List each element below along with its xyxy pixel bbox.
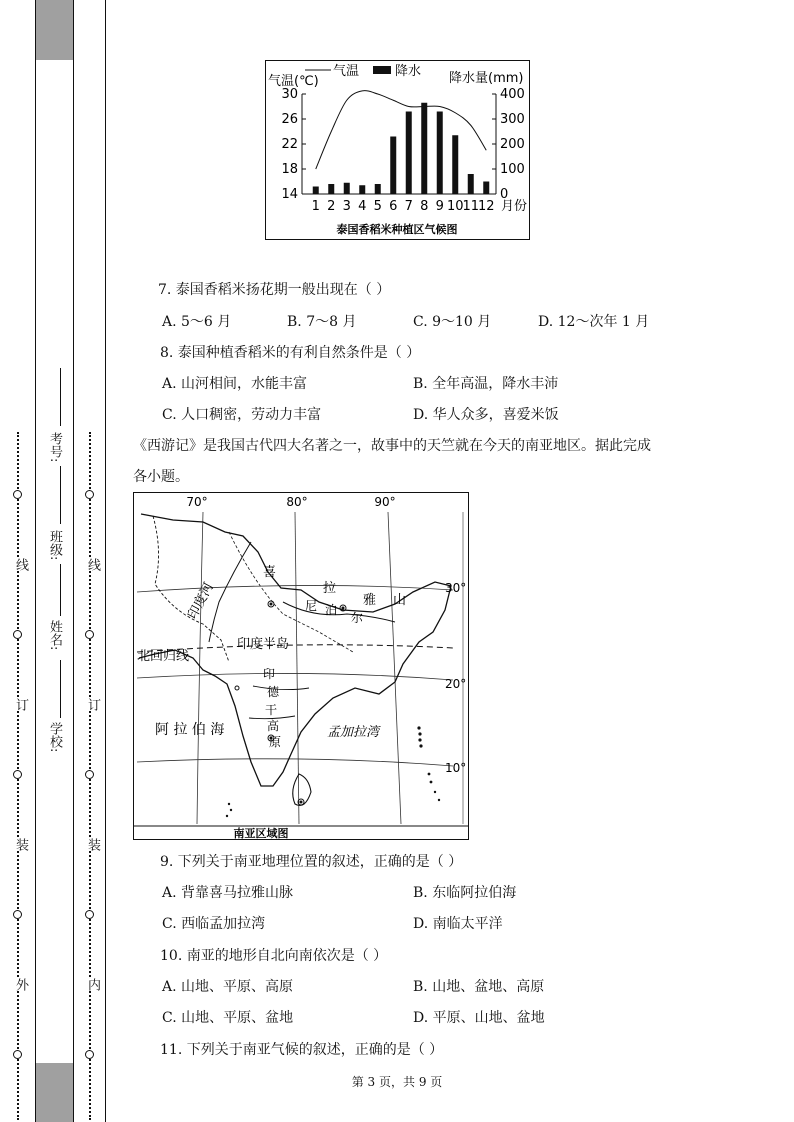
exam-id-blank[interactable]	[60, 368, 61, 426]
label-po: 泊	[325, 603, 338, 617]
q8-option-d[interactable]: D. 华人众多，喜爱米饭	[413, 407, 559, 423]
month-label: 1	[311, 199, 320, 214]
page-footer: 第 3 页，共 9 页	[351, 1075, 443, 1089]
q7-option-c[interactable]: C. 9～10 月	[413, 314, 492, 330]
outer-char-wai: 外	[13, 978, 28, 991]
right-tick-label: 0	[500, 187, 509, 202]
question-10-stem: 10. 南亚的地形自北向南依次是（ ）	[160, 948, 388, 964]
inner-circle	[85, 630, 94, 639]
left-tick-label: 14	[281, 187, 298, 202]
label-xi: 喜	[263, 565, 277, 580]
lat-label-10: 10°	[445, 761, 467, 775]
intro-line-2: 各小题。	[133, 469, 189, 485]
rain-bar	[406, 112, 412, 195]
label-indus: 印度河	[185, 580, 217, 622]
month-label: 3	[342, 199, 351, 214]
school-blank[interactable]	[60, 660, 61, 718]
q10-option-d[interactable]: D. 平原、山地、盆地	[413, 1010, 545, 1026]
question-8-stem: 8. 泰国种植香稻米的有利自然条件是（ ）	[160, 345, 421, 361]
q8-option-b[interactable]: B. 全年高温，降水丰沛	[413, 376, 559, 392]
name-label: 姓名:	[47, 620, 62, 651]
month-label: 12	[477, 199, 495, 214]
lat-label-30: 30°	[445, 581, 467, 595]
label-arabian-sea: 阿 拉 伯 海	[155, 722, 225, 738]
q7-option-b[interactable]: B. 7～8 月	[287, 314, 357, 330]
rain-bar	[483, 182, 489, 195]
label-peninsula: 印度半岛	[237, 637, 290, 652]
label-bay-of-bengal: 孟加拉湾	[327, 725, 380, 740]
label-deccan-1: 印	[263, 667, 276, 681]
lon-label-90: 90°	[374, 495, 396, 509]
map-caption-bar	[134, 826, 469, 840]
q7-option-d[interactable]: D. 12～次年 1 月	[538, 314, 650, 330]
margin-line-1	[35, 0, 36, 1122]
legend-temp-label: 气温	[333, 64, 360, 79]
q9-option-d[interactable]: D. 南临太平洋	[413, 916, 503, 932]
outer-circle	[13, 910, 22, 919]
inner-char-xian: 线	[85, 558, 100, 571]
map-caption: 南亚区域图	[233, 827, 289, 840]
outer-circle	[13, 630, 22, 639]
q10-option-a[interactable]: A. 山地、平原、高原	[162, 979, 294, 995]
margin-gray-top	[35, 0, 73, 60]
right-axis-label: 降水量(mm)	[449, 71, 524, 86]
label-er: 尔	[351, 611, 364, 625]
q10-option-c[interactable]: C. 山地、平原、盆地	[162, 1010, 294, 1026]
inner-circle	[85, 910, 94, 919]
right-tick-label: 400	[500, 87, 525, 102]
legend-rain-swatch	[373, 66, 391, 74]
q8-option-c[interactable]: C. 人口稠密，劳动力丰富	[162, 407, 322, 423]
inner-circle	[85, 490, 94, 499]
month-label: 7	[404, 199, 413, 214]
question-7-stem: 7. 泰国香稻米扬花期一般出现在（ ）	[158, 282, 391, 298]
question-9-stem: 9. 下列关于南亚地理位置的叙述，正确的是（ ）	[160, 854, 463, 870]
margin-gray-bottom	[35, 1063, 73, 1122]
name-blank[interactable]	[60, 564, 61, 616]
month-label: 4	[358, 199, 367, 214]
chart-caption: 泰国香稻米种植区气候图	[336, 223, 458, 236]
outer-char-zhuang: 装	[13, 838, 28, 851]
rain-bar	[328, 184, 334, 194]
label-shan: 山	[393, 593, 407, 608]
q9-option-a[interactable]: A. 背靠喜马拉雅山脉	[162, 885, 294, 901]
rain-bar	[468, 174, 474, 194]
rain-bar	[375, 184, 381, 194]
rain-bar	[437, 112, 443, 195]
school-label: 学校:	[47, 722, 62, 753]
label-la: 拉	[323, 581, 337, 596]
south-asia-map	[133, 492, 469, 840]
inner-char-zhuang: 装	[85, 838, 100, 851]
month-label: 2	[327, 199, 336, 214]
right-tick-label: 200	[500, 137, 525, 152]
climate-chart	[265, 60, 530, 240]
outer-circle	[13, 770, 22, 779]
month-label: 5	[373, 199, 382, 214]
month-label: 6	[389, 199, 398, 214]
q9-option-b[interactable]: B. 东临阿拉伯海	[413, 885, 517, 901]
inner-circle	[85, 770, 94, 779]
left-tick-label: 30	[281, 87, 298, 102]
rain-bar	[390, 137, 396, 195]
lat-label-20: 20°	[445, 677, 467, 691]
month-label: 10	[446, 199, 464, 214]
left-tick-label: 22	[281, 137, 298, 152]
month-label: 8	[420, 199, 429, 214]
label-ni: 尼	[305, 599, 318, 613]
left-axis-label: 气温(℃)	[268, 74, 319, 89]
q10-option-b[interactable]: B. 山地、盆地、高原	[413, 979, 545, 995]
q9-option-c[interactable]: C. 西临孟加拉湾	[162, 916, 266, 932]
rain-bar	[313, 187, 319, 195]
outer-circle	[13, 490, 22, 499]
label-deccan-4: 高	[267, 719, 280, 733]
rain-bar	[359, 185, 365, 194]
legend-rain-label: 降水	[395, 64, 422, 79]
class-label: 班级:	[47, 530, 62, 561]
q7-option-a[interactable]: A. 5～6 月	[162, 314, 232, 330]
intro-line-1: 《西游记》是我国古代四大名著之一，故事中的天竺就在今天的南亚地区。据此完成	[133, 438, 651, 454]
rain-bar	[344, 183, 350, 194]
rain-bar	[421, 103, 427, 194]
outer-char-xian: 线	[13, 558, 28, 571]
label-deccan-5: 原	[269, 735, 282, 749]
left-tick-label: 26	[281, 112, 298, 127]
q8-option-a[interactable]: A. 山河相间，水能丰富	[162, 376, 308, 392]
label-ya: 雅	[363, 593, 377, 608]
lon-label-80: 80°	[286, 495, 308, 509]
inner-char-nei: 内	[85, 978, 100, 991]
label-deccan-3: 干	[265, 703, 278, 717]
map-frame	[134, 493, 469, 840]
question-11-stem: 11. 下列关于南亚气候的叙述，正确的是（ ）	[160, 1042, 444, 1058]
margin-line-2	[73, 0, 74, 1122]
class-blank[interactable]	[60, 466, 61, 524]
margin-line-3	[105, 0, 106, 1122]
left-tick-label: 18	[281, 162, 298, 177]
exam-id-label: 考号:	[47, 432, 62, 463]
right-tick-label: 100	[500, 162, 525, 177]
inner-char-ding: 订	[85, 698, 100, 711]
right-tick-label: 300	[500, 112, 525, 127]
label-tropic: 北回归线	[137, 649, 190, 664]
inner-circle	[85, 1050, 94, 1059]
rain-bar	[452, 135, 458, 194]
x-unit-label: 月份	[501, 199, 528, 214]
label-deccan-2: 德	[267, 685, 280, 699]
month-label: 9	[435, 199, 444, 214]
outer-circle	[13, 1050, 22, 1059]
lon-label-70: 70°	[186, 495, 208, 509]
outer-char-ding: 订	[13, 698, 28, 711]
month-label: 11	[462, 199, 480, 214]
